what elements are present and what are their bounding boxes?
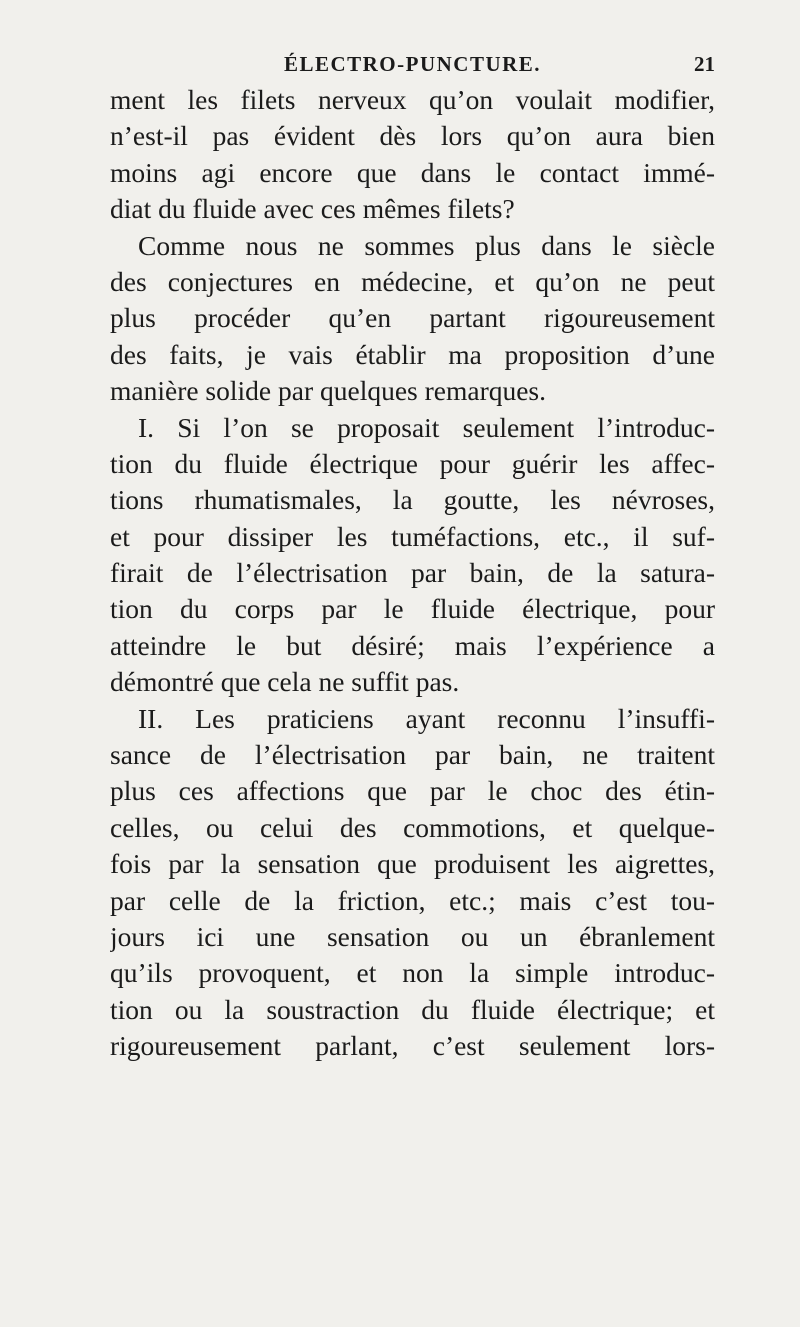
text-line: ment les filets nerveux qu’on voulait modifier, <box>110 84 715 115</box>
text-line: fois par la sensation que produisent les aigrettes, <box>110 848 715 880</box>
text-line: tion du corps par le fluide électrique, pour <box>110 593 715 625</box>
text-line: tions rhumatismales, la goutte, les névroses, <box>110 484 715 516</box>
text-line: sance de l’électrisation par bain, ne traitent <box>110 739 715 771</box>
text-line: des conjectures en médecine, et qu’on ne peut <box>110 265 715 297</box>
text-line: qu’ils provoquent, et non la simple introduc- <box>110 957 715 989</box>
text-line: II. Les praticiens ayant reconnu l’insuffi- <box>138 702 715 734</box>
text-line: par celle de la friction, etc.; mais c’est tou- <box>110 884 715 916</box>
text-line: n’est-il pas évident dès lors qu’on aura bien <box>110 120 715 152</box>
text-line: et pour dissiper les tuméfactions, etc., il suf- <box>110 520 715 552</box>
text-line: I. Si l’on se proposait seulement l’introduc- <box>138 411 715 443</box>
running-title: ÉLECTRO-PUNCTURE. <box>283 52 542 76</box>
text-line: celles, ou celui des commotions, et quelque- <box>110 811 715 843</box>
text-line: firait de l’électrisation par bain, de la satura- <box>110 557 715 589</box>
text-line: manière solide par quelques remarques. <box>110 375 547 407</box>
text-line: diat du fluide avec ces mêmes filets? <box>110 193 515 225</box>
text-line: moins agi encore que dans le contact immé- <box>110 156 715 188</box>
text-line: démontré que cela ne suffit pas. <box>110 666 460 698</box>
body-text <box>110 82 715 1065</box>
text-line: tion du fluide électrique pour guérir les affec- <box>110 447 715 479</box>
text-line: tion ou la soustraction du fluide électrique; et <box>110 993 715 1025</box>
page-number: 21 <box>694 52 715 76</box>
text-line: des faits, je vais établir ma proposition d’une <box>110 338 715 370</box>
text-line: Comme nous ne sommes plus dans le siècle <box>138 229 715 261</box>
text-line: plus ces affections que par le choc des étin- <box>110 775 715 807</box>
text-line: atteindre le but désiré; mais l’expérience a <box>110 629 715 661</box>
text-line: plus procéder qu’en partant rigoureusement <box>110 302 715 334</box>
text-line: rigoureusement parlant, c’est seulement lors- <box>110 1030 715 1062</box>
text-line: jours ici une sensation ou un ébranlement <box>110 920 715 952</box>
